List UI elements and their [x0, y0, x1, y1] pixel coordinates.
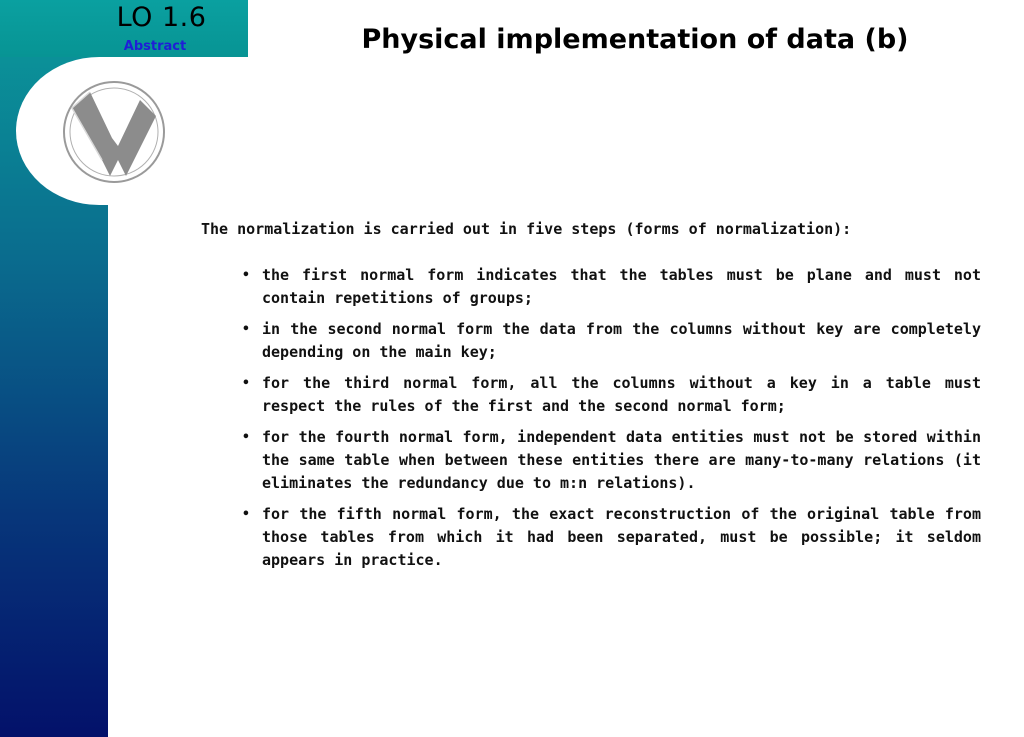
minerva-logo-icon — [50, 80, 176, 188]
list-item-text: for the third normal form, all the columns without a key in a table must respect the rules of the first and the second normal form; — [262, 374, 981, 415]
list-item — [240, 264, 981, 310]
list-item — [240, 503, 981, 572]
lo-title: LO 1.6 — [116, 2, 207, 33]
list-item-text: the first normal form indicates that the tables must be plane and must not contain repetitions of groups; — [262, 266, 981, 307]
bullet-icon: • — [242, 268, 250, 283]
list-item-text: in the second normal form the data from the columns without key are completely depending on the main key; — [262, 320, 981, 361]
list-item-text: for the fourth normal form, independent data entities must not be stored within the same table when between these entities there are many-to-many relations (it eliminates the redundancy due to m:n relations). — [262, 428, 981, 492]
list-item-text: for the fifth normal form, the exact reconstruction of the original table from those tables from which it had been separated, must be possible; it seldom appears in practice. — [262, 505, 981, 569]
list-item — [240, 426, 981, 495]
bullet-icon: • — [242, 430, 250, 445]
bullet-icon: • — [242, 376, 250, 391]
list-item — [240, 318, 981, 364]
page-title: Physical implementation of data (b) — [361, 24, 909, 55]
lo-label — [75, 0, 248, 57]
bullet-icon: • — [242, 322, 250, 337]
intro-text: The normalization is carried out in five steps (forms of normalization): — [201, 220, 852, 238]
bullet-icon: • — [242, 507, 250, 522]
normalization-steps-list — [240, 264, 981, 580]
lo-subtitle: Abstract — [123, 39, 187, 54]
list-item — [240, 372, 981, 418]
